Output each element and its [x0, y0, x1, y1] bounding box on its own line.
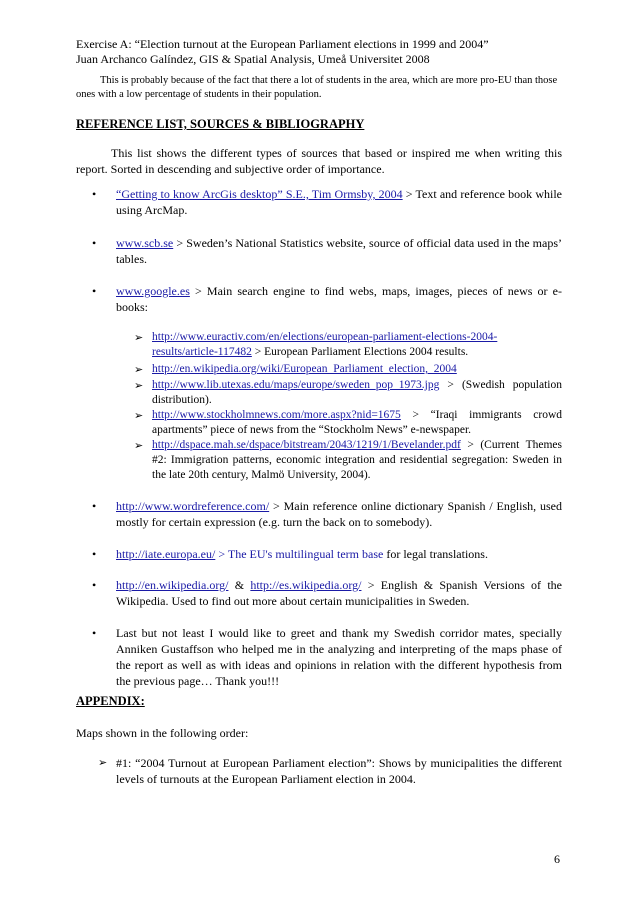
arrow-bullet-icon: ➢: [98, 757, 108, 769]
reference-link-2[interactable]: http://es.wikipedia.org/: [250, 578, 362, 592]
bullet-icon: •: [92, 547, 97, 561]
reference-link[interactable]: www.google.es: [116, 284, 190, 298]
sub-reference-item: [152, 362, 562, 377]
page-number: 6: [554, 852, 560, 866]
reference-link[interactable]: http://en.wikipedia.org/: [116, 578, 229, 592]
reference-item: [116, 546, 562, 562]
reference-text: > Main search engine to find webs, maps, images, pieces of news or e-books:: [116, 284, 562, 314]
bullet-icon: •: [92, 578, 97, 592]
reference-text: > Main reference online dictionary Spanish / English, used mostly for certain expression (e.g. turn the back on to somebody).: [116, 499, 562, 529]
appendix-item-text: #1: “2004 Turnout at European Parliament election”: Shows by municipalities the different levels of turnouts at the European Parliament election in 2004.: [116, 756, 562, 786]
reference-item: [116, 577, 562, 609]
reference-item: [116, 235, 562, 267]
sub-reference-text: > (Swedish population distribution).: [152, 379, 562, 406]
reference-text: for legal translations.: [383, 547, 488, 561]
sub-reference-item: [152, 330, 562, 360]
acknowledgement-item: [116, 625, 562, 689]
bullet-icon: •: [92, 499, 97, 513]
bullet-icon: •: [92, 187, 97, 201]
reference-item: [116, 186, 562, 218]
reference-text: > English & Spanish Versions of the Wikipedia. Used to find out more about certain municipalities in Sweden.: [116, 578, 562, 608]
references-intro: This list shows the different types of sources that based or inspired me when writing this report. Sorted in descending and subjective order of importance.: [76, 146, 562, 176]
reference-link[interactable]: http://www.wordreference.com/: [116, 499, 270, 513]
sub-reference-link[interactable]: http://www.stockholmnews.com/more.aspx?nid=1675: [152, 409, 401, 421]
appendix-heading: APPENDIX:: [76, 694, 145, 708]
sub-reference-item: [152, 408, 562, 438]
sub-reference-link[interactable]: http://dspace.mah.se/dspace/bitstream/2043/1219/1/Bevelander.pdf: [152, 439, 461, 451]
acknowledgement-text: Last but not least I would like to greet and thank my Swedish corridor mates, specially Anniken Gustaffson who helped me in the analyzing and interpreting of the maps phase of the report as well as with ideas and opinions in relation with the different hypothesis from the previous page… Thank you!!!: [116, 626, 562, 688]
arrow-bullet-icon: ➢: [134, 364, 144, 376]
reference-item: [116, 498, 562, 530]
footnote: [76, 74, 562, 102]
reference-text: > Text and reference book while using ArcMap.: [116, 187, 562, 217]
reference-item: [116, 283, 562, 315]
references-heading: REFERENCE LIST, SOURCES & BIBLIOGRAPHY: [76, 117, 365, 131]
header-author: Juan Archanco Galíndez, GIS & Spatial Analysis, Umeå Universitet 2008: [76, 52, 430, 66]
footnote-text: This is probably because of the fact that there a lot of students in the area, which are more pro-EU than those ones with a low percentage of students in their population.: [76, 75, 558, 100]
bullet-icon: •: [92, 236, 97, 250]
reference-link[interactable]: www.scb.se: [116, 236, 174, 250]
sub-reference-text: > (Current Themes #2: Immigration patterns, economic integration and residential segregation: Sweden in the late 20th century, Malmö University, 2004).: [152, 439, 562, 481]
header-title: Exercise A: “Election turnout at the European Parliament elections in 1999 and 2004”: [76, 37, 489, 51]
sub-reference-text: > “Iraqi immigrants crowd apartments” piece of news from the “Stockholm News” e-newspaper.: [152, 409, 562, 436]
reference-link[interactable]: “Getting to know ArcGis desktop” S.E., Tim Ormsby, 2004: [116, 187, 403, 201]
term-base-text: > The EU's multilingual term base: [215, 547, 384, 561]
sub-reference-item: [152, 438, 562, 483]
bullet-icon: •: [92, 284, 97, 298]
appendix-item: [116, 755, 562, 787]
sub-reference-item: [152, 378, 562, 408]
arrow-bullet-icon: ➢: [134, 410, 144, 422]
arrow-bullet-icon: ➢: [134, 332, 144, 344]
reference-link[interactable]: http://iate.europa.eu/: [116, 547, 216, 561]
reference-text: > Sweden’s National Statistics website, source of official data used in the maps’ tables.: [116, 236, 562, 266]
sub-reference-link[interactable]: http://www.euractiv.com/en/elections/european-parliament-elections-2004-results/article-117482: [152, 331, 498, 358]
reference-joiner: &: [228, 578, 251, 592]
arrow-bullet-icon: ➢: [134, 380, 144, 392]
arrow-bullet-icon: ➢: [134, 440, 144, 452]
sub-reference-link[interactable]: http://en.wikipedia.org/wiki/European_Parliament_election,_2004: [152, 363, 457, 375]
sub-reference-text: > European Parliament Elections 2004 results.: [251, 346, 469, 358]
bullet-icon: •: [92, 626, 97, 640]
appendix-intro: Maps shown in the following order:: [76, 726, 249, 740]
sub-reference-link[interactable]: http://www.lib.utexas.edu/maps/europe/sweden_pop_1973.jpg: [152, 379, 440, 391]
